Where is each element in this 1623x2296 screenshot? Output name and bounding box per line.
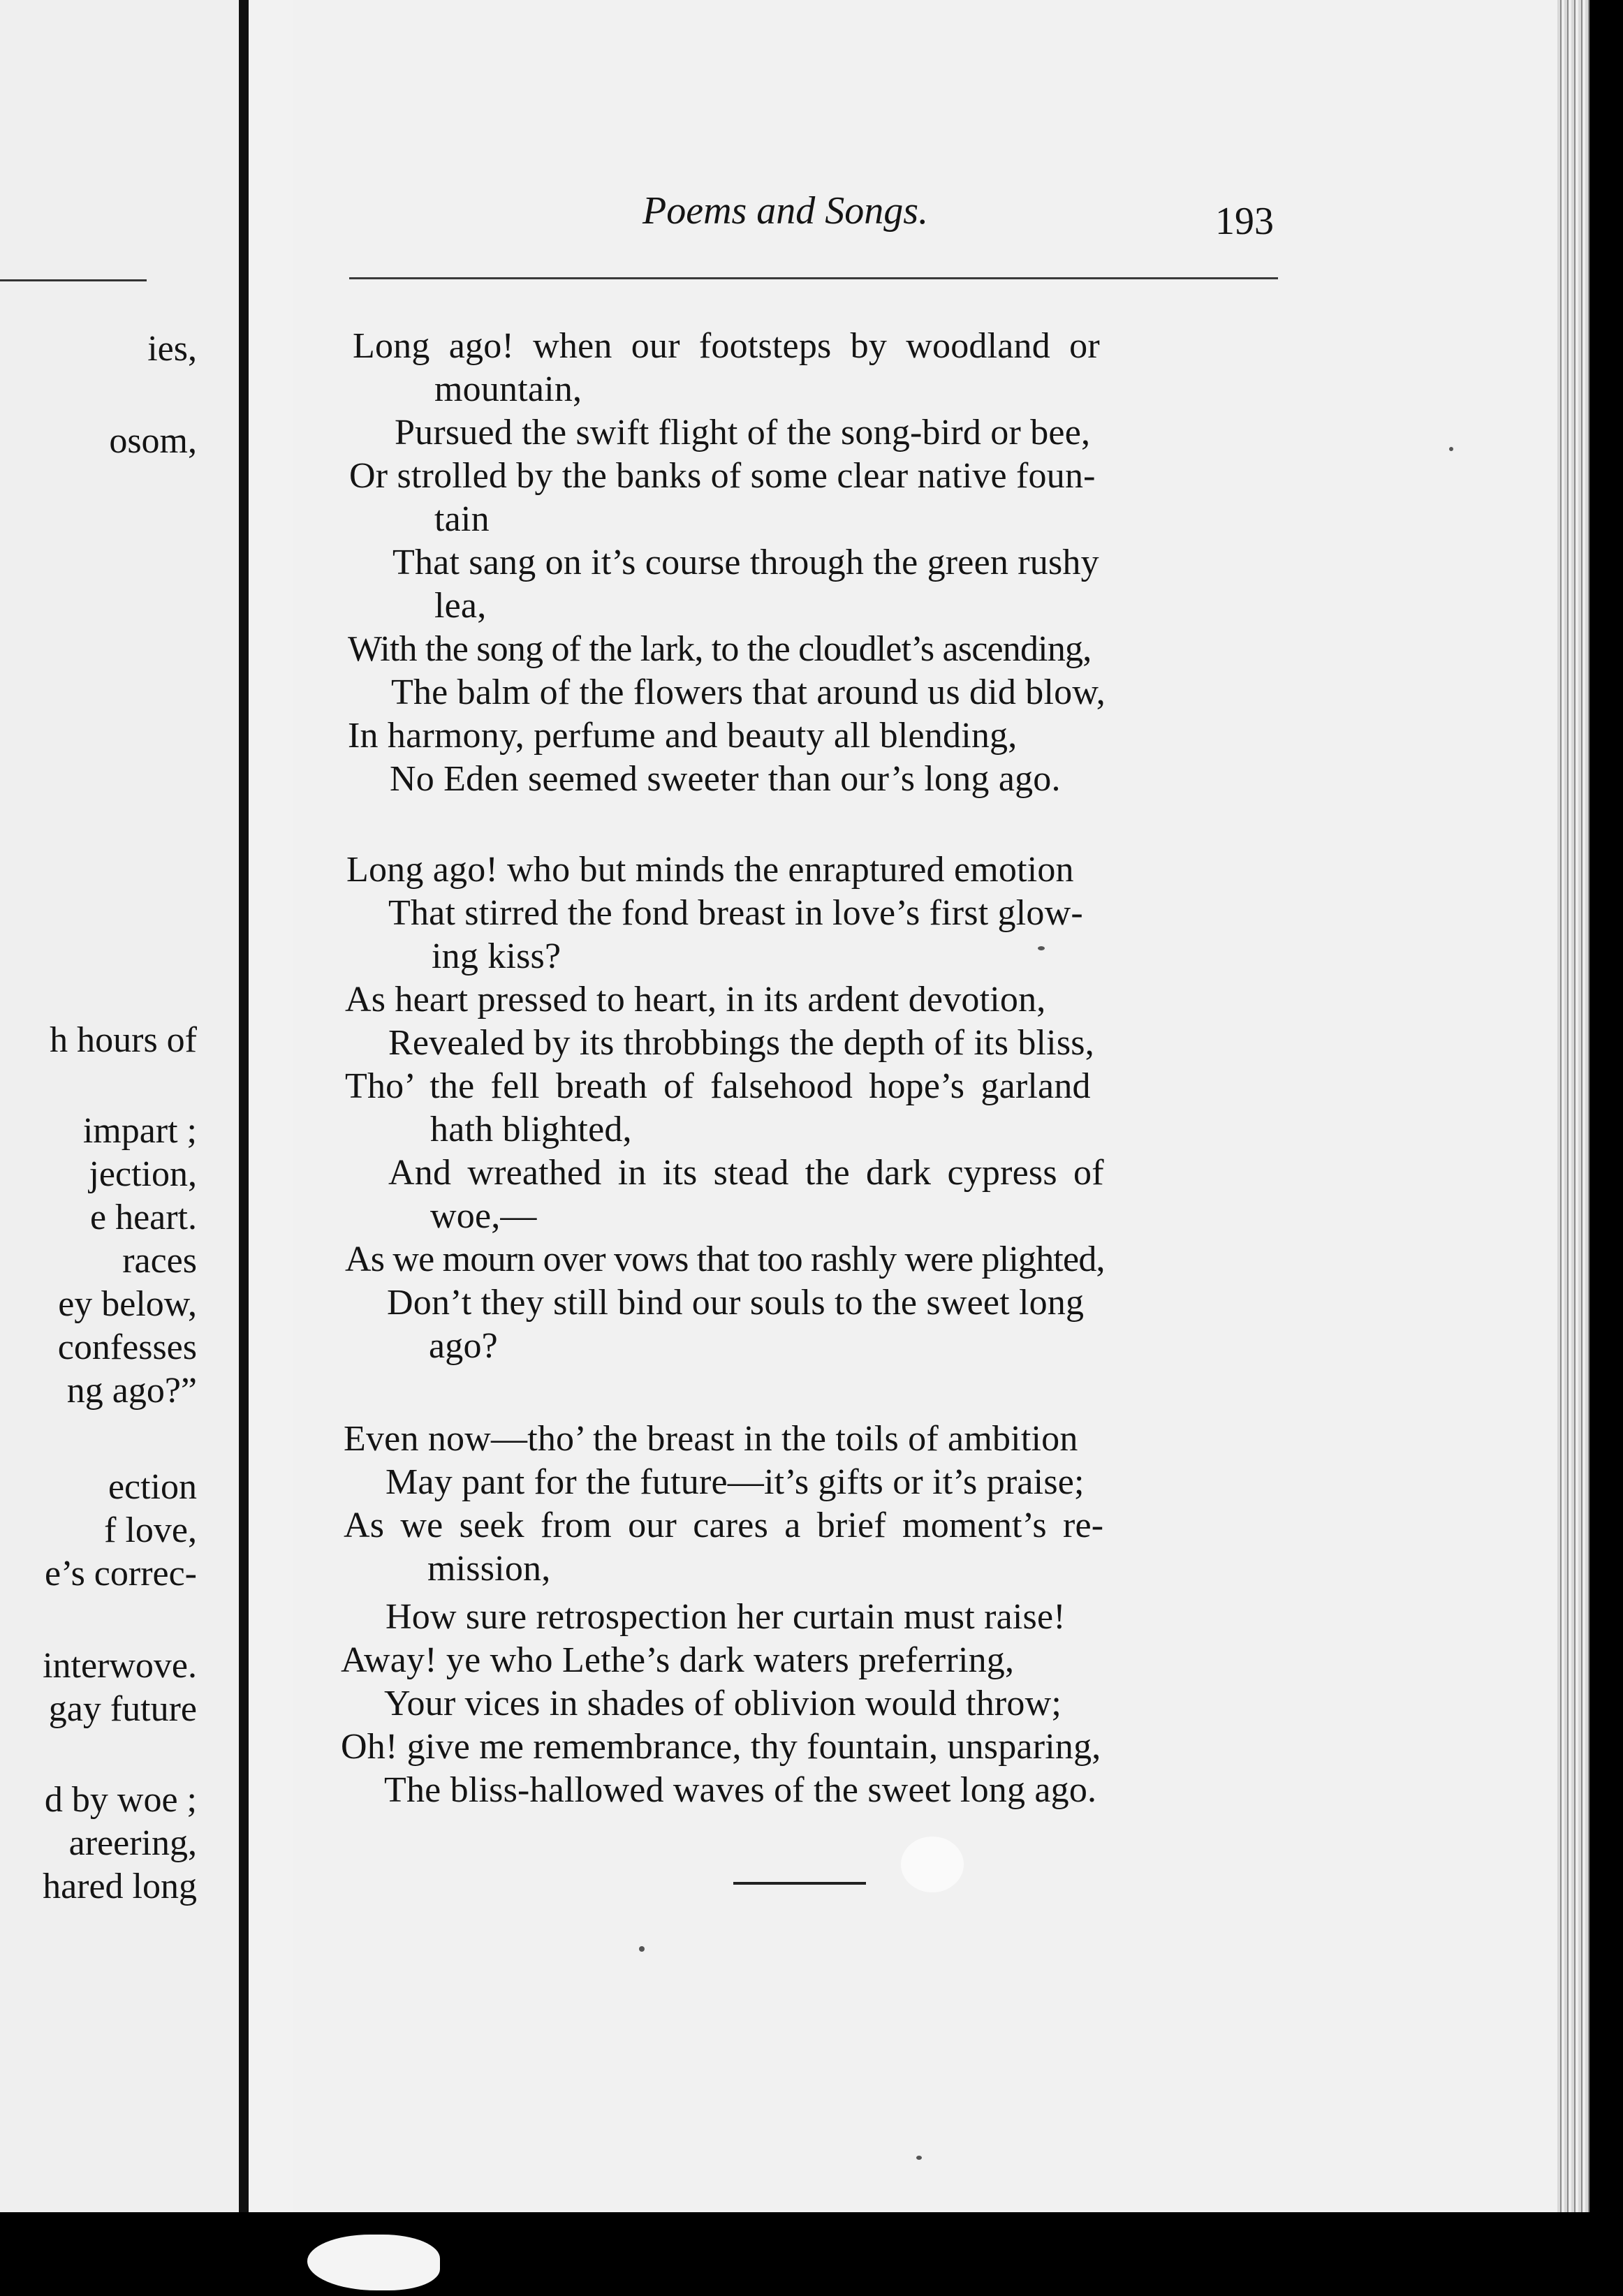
poem-line: No Eden seemed sweeter than our’s long ago. (390, 759, 1061, 799)
header-rule (349, 277, 1278, 279)
poem-line: That sang on it’s course through the green rushy (392, 543, 1099, 582)
poem-line: Oh! give me remembrance, thy fountain, unsparing, (341, 1727, 1101, 1767)
left-page-line: interwove. (43, 1646, 197, 1686)
left-page-line: races (122, 1241, 197, 1281)
left-page-line: e heart. (89, 1198, 197, 1237)
left-facing-page (0, 0, 239, 2217)
paper-speck (639, 1946, 645, 1952)
left-page-line: gay future (48, 1689, 197, 1729)
poem-line: Even now—tho’ the breast in the toils of ambition (344, 1419, 1078, 1459)
paper-speck (916, 2156, 922, 2160)
poem-line: hath blighted, (430, 1110, 632, 1149)
left-page-line: h hours of (50, 1020, 197, 1060)
poem-line: Tho’ the fell breath of falsehood hope’s garland (345, 1066, 1091, 1106)
poem-line: Revealed by its throbbings the depth of its bliss, (388, 1023, 1094, 1063)
poem-line: As we seek from our cares a brief moment’s re- (344, 1506, 1104, 1545)
poem-line: ing kiss? (432, 936, 561, 976)
paper-speck (1449, 447, 1453, 451)
poem-line: Away! ye who Lethe’s dark waters preferring, (341, 1640, 1015, 1680)
left-page-line: jection, (89, 1154, 197, 1194)
poem-line: Pursued the swift flight of the song-bird or bee, (395, 413, 1091, 452)
poem-line: As heart pressed to heart, in its ardent devotion, (345, 980, 1046, 1020)
left-page-rule (0, 279, 147, 281)
poem-line: The balm of the flowers that around us did blow, (391, 672, 1106, 712)
left-page-line: e’s correc- (45, 1554, 197, 1594)
poem-line: Long ago! who but minds the enraptured emotion (346, 850, 1074, 890)
running-head: Poems and Songs. (642, 189, 929, 233)
paper-blot (901, 1837, 964, 1892)
poem-line: Or strolled by the banks of some clear native foun- (349, 456, 1096, 496)
page-number: 193 (1215, 200, 1274, 243)
poem-line: Your vices in shades of oblivion would throw; (384, 1684, 1062, 1723)
poem-line: woe,— (430, 1196, 537, 1236)
poem-line: tain (434, 499, 490, 539)
left-page-line: hared long (43, 1867, 197, 1906)
left-page-line: d by woe ; (44, 1780, 197, 1820)
poem-line: mission, (427, 1549, 551, 1589)
left-page-line: impart ; (82, 1111, 197, 1151)
left-page-line: f love, (104, 1510, 197, 1550)
left-page-line: ection (108, 1467, 197, 1507)
poem-line: ago? (429, 1326, 498, 1366)
left-page-line: areering, (68, 1823, 197, 1863)
poem-line: mountain, (434, 369, 582, 409)
poem-line: May pant for the future—it’s gifts or it’s praise; (385, 1462, 1085, 1502)
poem-line: Long ago! when our footsteps by woodland or (353, 326, 1100, 366)
poem-line: And wreathed in its stead the dark cypress of (388, 1153, 1104, 1193)
poem-line: As we mourn over vows that too rashly were plighted, (345, 1239, 1105, 1279)
poem-line: With the song of the lark, to the cloudlet’s ascending, (348, 629, 1092, 669)
poem-line: Don’t they still bind our souls to the sweet long (387, 1283, 1085, 1323)
scan-bottom-shadow (0, 2212, 1623, 2296)
poem-line: In harmony, perfume and beauty all blending, (348, 716, 1018, 756)
paper-speck (1038, 946, 1045, 950)
page-edges (1557, 0, 1589, 2219)
poem-line: That stirred the fond breast in love’s first glow- (388, 893, 1083, 933)
book-gutter (239, 0, 293, 2296)
poem-line: lea, (434, 586, 487, 626)
poem-line: How sure retrospection her curtain must raise! (385, 1597, 1066, 1637)
left-page-line: ey below, (58, 1284, 197, 1324)
poem-line: The bliss-hallowed waves of the sweet long ago. (384, 1770, 1097, 1810)
end-rule (733, 1882, 866, 1885)
left-page-line: ies, (147, 329, 197, 369)
left-page-line: osom, (109, 421, 197, 461)
left-page-line: ng ago?” (66, 1371, 197, 1411)
left-page-line: confesses (57, 1327, 197, 1367)
